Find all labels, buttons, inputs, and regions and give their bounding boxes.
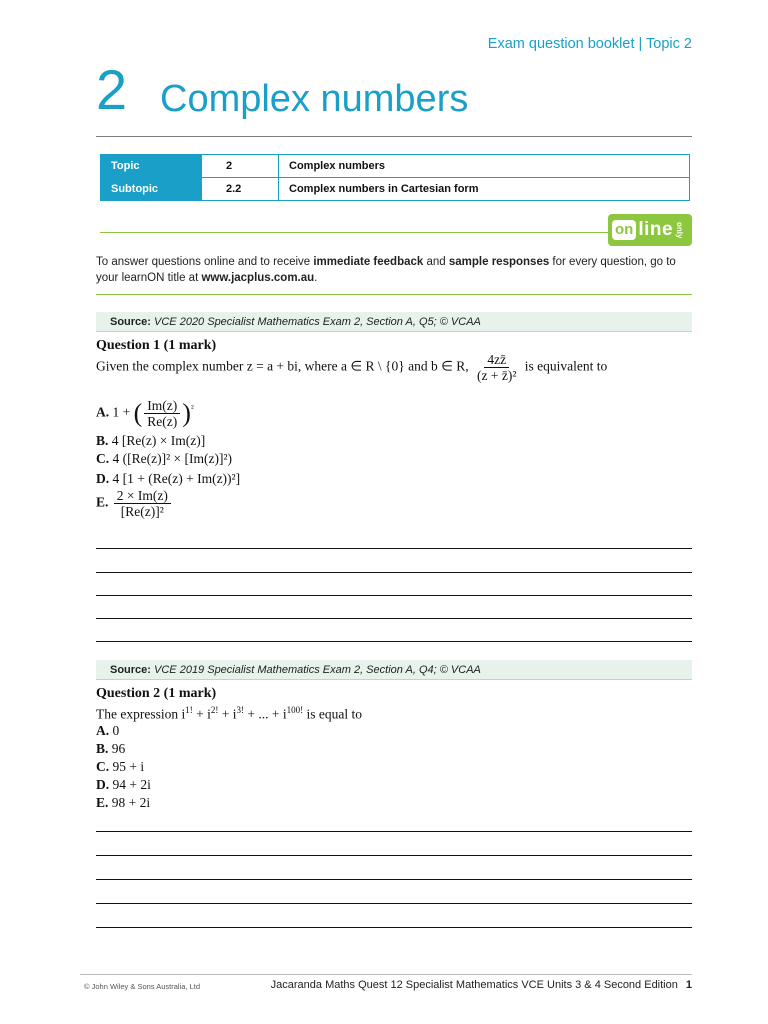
table-name: Complex numbers in Cartesian form [279,178,690,201]
book-title: Jacaranda Maths Quest 12 Specialist Mathematics VCE Units 3 & 4 Second Edition [270,979,678,991]
question-heading: Question 2 (1 mark) [96,686,217,701]
intro-part: To answer questions online and to receive [96,256,314,268]
answer-line[interactable] [96,903,692,904]
table-number: 2 [202,155,279,178]
table-label: Subtopic [101,178,202,201]
source-label: Source: [110,664,151,676]
fraction-numerator: 4zz̄ [484,352,509,368]
option-text: 1 + [112,404,131,420]
table-row [101,178,690,201]
online-divider [100,232,610,233]
table-label: Topic [101,155,202,178]
option-label: E. [96,795,109,810]
option-text: 94 + 2i [112,777,151,792]
online-badge-line: line [638,219,674,240]
stem-text: The expression i [96,706,186,722]
option-text: 4 ([Re(z)]² × [Im(z)]²) [112,451,233,466]
online-only-badge[interactable] [608,214,692,246]
option-text: 4 [Re(z) × Im(z)] [111,433,206,448]
fraction-denominator: (z + z̄)² [477,368,517,383]
option-d[interactable] [96,470,240,488]
open-paren: ( [133,398,143,428]
option-b[interactable] [96,740,125,758]
option-d[interactable] [96,776,151,794]
stem-exponent: 3! [236,705,244,715]
option-text: 0 [112,723,120,738]
online-badge-only: only [675,221,685,239]
option-text: 4 [1 + (Re(z) + Im(z))²] [112,471,241,486]
topic-table [100,154,690,201]
stem-text: Given the complex number z = a + bi, where a ∈ R \ {0} and b ∈ R, [96,358,469,374]
stem-text: is equal to [303,706,362,722]
table-row [101,155,690,178]
topic-number: 2 [96,58,128,121]
option-e[interactable] [96,488,173,519]
option-label: D. [96,471,110,486]
answer-line[interactable] [96,618,692,619]
table-name: Complex numbers [279,155,690,178]
close-paren: ) [182,398,191,428]
question-stem [96,352,607,383]
option-text: 95 + i [112,759,145,774]
stem-exponent: 2! [210,705,219,715]
option-c[interactable] [96,758,144,776]
option-text: 98 + 2i [111,795,151,810]
footer-book-title [271,979,692,991]
option-label: C. [96,759,110,774]
stem-text: + i [218,706,237,722]
intro-bold: sample responses [448,256,550,268]
fraction-numerator: Im(z) [144,398,180,414]
answer-line[interactable] [96,831,692,832]
fraction-denominator: Re(z) [147,414,178,429]
intro-part: and [423,256,449,268]
fraction-numerator: 2 × Im(z) [114,488,171,504]
title-divider [96,136,692,137]
source-bar [96,312,692,332]
stem-text: is equivalent to [524,358,608,374]
topic-title: Complex numbers [160,78,469,120]
answer-line[interactable] [96,855,692,856]
option-label: A. [96,404,110,420]
stem-text: + i [192,706,211,722]
intro-divider [96,294,692,295]
option-label: E. [96,494,109,510]
intro-part: . [314,272,318,284]
option-label: B. [96,741,109,756]
intro-text [96,254,692,286]
option-e[interactable] [96,794,150,812]
answer-line[interactable] [96,548,692,549]
answer-line[interactable] [96,572,692,573]
intro-part: for every question, go to your learnON title at [96,256,676,284]
source-text: VCE 2020 Specialist Mathematics Exam 2, Section A, Q5; © VCAA [154,316,481,328]
copyright: © John Wiley & Sons Australia, Ltd [84,982,200,991]
fraction-denominator: [Re(z)]² [120,504,164,519]
question-stem [96,705,362,723]
stem-fraction [474,352,519,383]
table-number: 2.2 [202,178,279,201]
stem-exponent: 100! [286,705,304,715]
source-text: VCE 2019 Specialist Mathematics Exam 2, Section A, Q4; © VCAA [154,664,481,676]
option-c[interactable] [96,450,232,468]
answer-line[interactable] [96,927,692,928]
jacplus-link[interactable]: www.jacplus.com.au [201,272,315,284]
booklet-title: Exam question booklet | Topic 2 [487,36,692,52]
option-fraction [114,488,171,519]
option-a[interactable] [96,722,119,740]
option-label: C. [96,451,110,466]
option-exponent: ² [190,403,194,414]
answer-line[interactable] [96,641,692,642]
source-bar [96,660,692,680]
question-heading: Question 1 (1 mark) [96,338,217,353]
answer-line[interactable] [96,595,692,596]
option-b[interactable] [96,432,205,450]
stem-text: + ... + i [243,706,287,722]
option-label: A. [96,723,110,738]
option-fraction [144,398,180,429]
footer-divider [80,974,692,975]
online-badge-on: on [612,220,636,240]
source-label: Source: [110,316,151,328]
option-text: 96 [111,741,126,756]
page-number: 1 [685,979,692,991]
intro-bold: immediate feedback [313,256,424,268]
option-label: D. [96,777,110,792]
option-label: B. [96,433,109,448]
answer-line[interactable] [96,879,692,880]
option-a[interactable] [96,398,194,429]
stem-exponent: 1! [185,705,193,715]
